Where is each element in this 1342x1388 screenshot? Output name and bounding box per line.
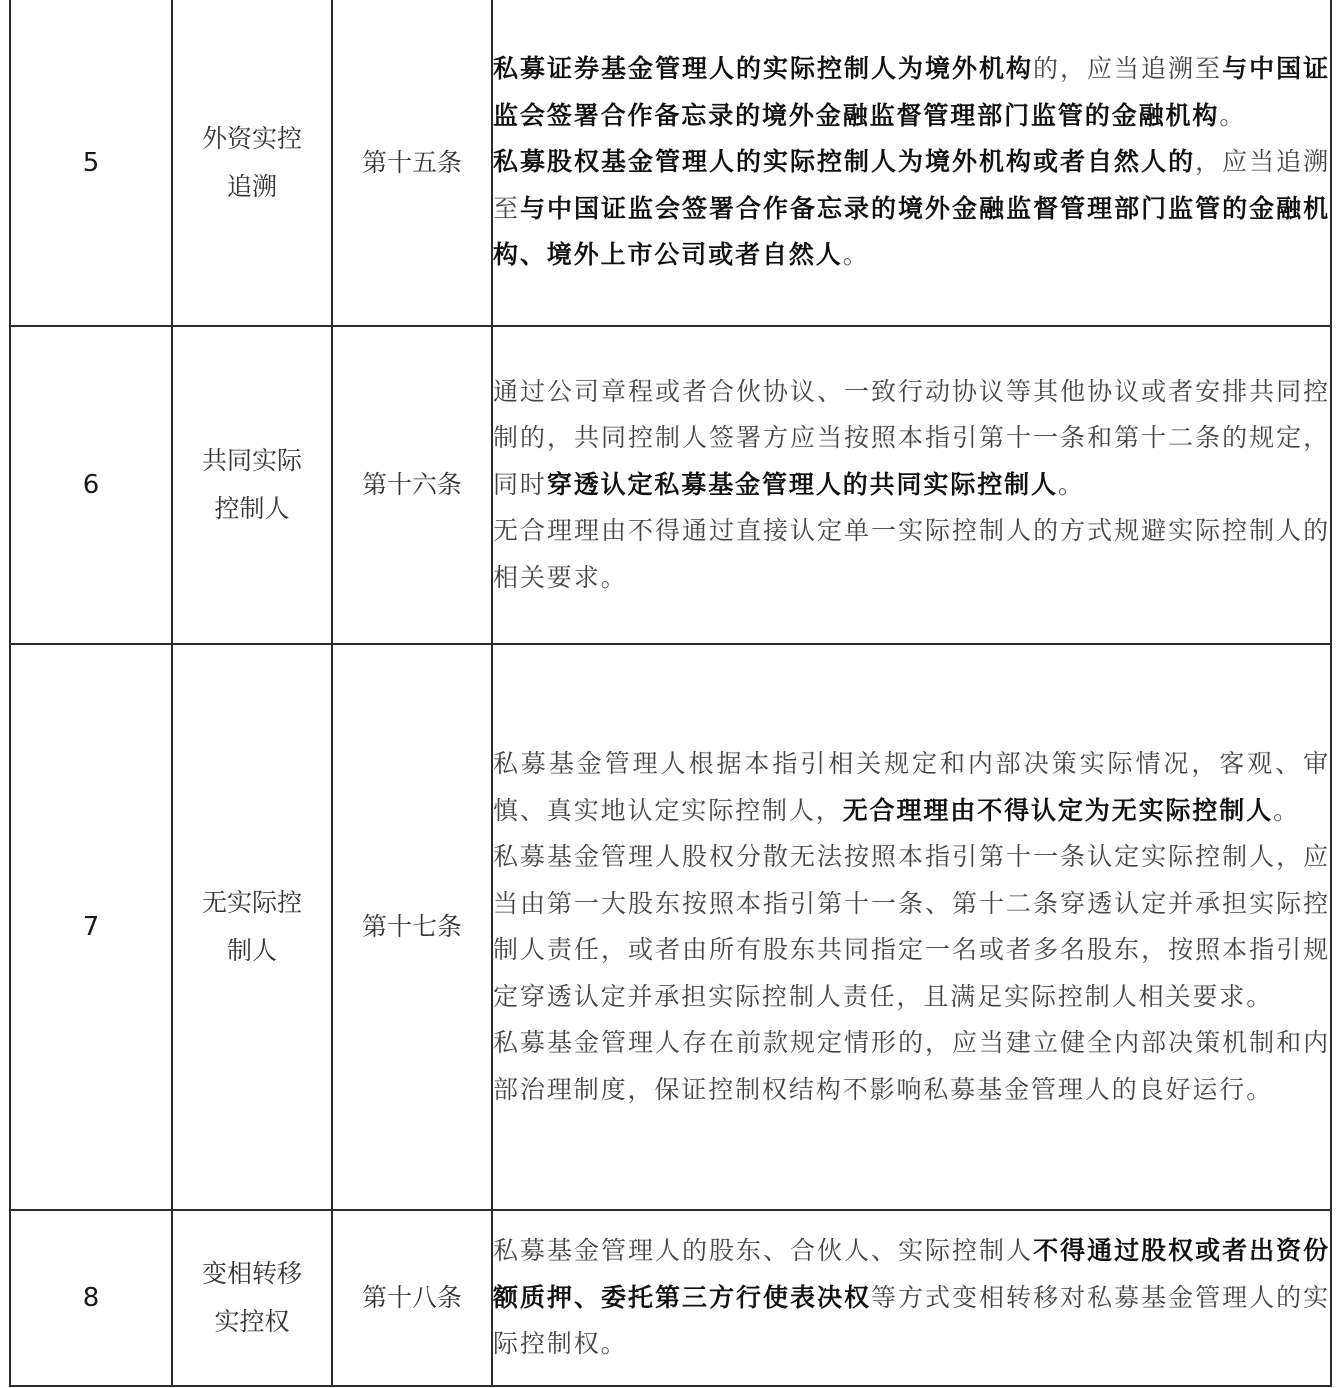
- topic-cell: [172, 0, 332, 326]
- text-run: 。: [1273, 795, 1301, 825]
- text-run: 通过公司章程或者合伙协议、一致行动协议等其他协议或者安排共同控制的，共同控制人签署方应当按照本指引第十一条和第十二条的规定，同时: [493, 376, 1330, 499]
- paragraph: [493, 369, 1330, 509]
- bold-text: 私募股权基金管理人的实际控制人为境外机构或者自然人的: [493, 147, 1196, 177]
- article-cell: 第十八条: [332, 1210, 492, 1386]
- text-run: ，应当追溯至: [493, 147, 1330, 223]
- topic-line: 实控权: [214, 1307, 290, 1336]
- content-cell: [492, 0, 1331, 326]
- article-cell: 第十七条: [332, 644, 492, 1210]
- text-run: 等方式变相转移对私募基金管理人的实际控制权。: [493, 1282, 1330, 1359]
- topic-line: 共同实际: [201, 446, 302, 475]
- topic-line: 追溯: [226, 171, 277, 201]
- row-number: 7: [10, 644, 172, 1210]
- bold-text: 私募证券基金管理人的实际控制人为境外机构: [493, 54, 1034, 84]
- topic-line: 控制人: [214, 494, 290, 523]
- topic-cell: [172, 1210, 332, 1386]
- topic-line: 制人: [226, 936, 277, 965]
- paragraph: [493, 741, 1330, 834]
- text-run: 私募基金管理人股权分散无法按照本指引第十一条认定实际控制人，应当由第一大股东按照本指引第十一条、第十二条穿透认定并承担实际控制人责任，或者由所有股东共同指定一名或者多名股东，按照本指引规定穿透认定并承担实际控制人责任，且满足实际控制人相关要求。: [493, 842, 1330, 1011]
- table-row: [10, 326, 1331, 644]
- text-run: 的，应当追溯至: [1033, 54, 1223, 84]
- content-cell: [492, 326, 1331, 644]
- paragraph: [493, 46, 1330, 139]
- paragraph: [493, 1020, 1330, 1113]
- text-run: 。: [1057, 469, 1085, 499]
- table-row: [10, 0, 1331, 326]
- text-run: 无合理理由不得通过直接认定单一实际控制人的方式规避实际控制人的相关要求。: [493, 516, 1330, 592]
- row-number: 6: [10, 326, 172, 644]
- topic-cell: [172, 644, 332, 1210]
- bold-text: 不得通过股权或者出资份额质押、委托第三方行使表决权: [493, 1236, 1330, 1312]
- content-cell: [492, 644, 1331, 1210]
- article-cell: 第十六条: [332, 326, 492, 644]
- text-run: 。: [1219, 100, 1247, 130]
- row-number: 5: [10, 0, 172, 326]
- topic-line: 外资实控: [201, 123, 302, 153]
- content-cell: [492, 1210, 1331, 1386]
- table-row: [10, 1210, 1331, 1386]
- text-run: 私募基金管理人存在前款规定情形的，应当建立健全内部决策机制和内部治理制度，保证控制权结构不影响私募基金管理人的良好运行。: [493, 1028, 1330, 1104]
- topic-cell: [172, 326, 332, 644]
- bold-text: 穿透认定私募基金管理人的共同实际控制人: [546, 469, 1058, 499]
- bold-text: 与中国证监会签署合作备忘录的境外金融监督管理部门监管的金融机构、境外上市公司或者自然人: [493, 193, 1330, 270]
- paragraph: [493, 139, 1330, 279]
- bold-text: 与中国证监会签署合作备忘录的境外金融监督管理部门监管的金融机构: [493, 54, 1330, 130]
- paragraph: [493, 508, 1330, 601]
- topic-line: 变相转移: [201, 1259, 302, 1288]
- regulation-table: [9, 0, 1332, 1387]
- paragraph: [493, 834, 1330, 1020]
- article-cell: 第十五条: [332, 0, 492, 326]
- bold-text: 无合理理由不得认定为无实际控制人: [842, 795, 1274, 825]
- text-run: 私募基金管理人的股东、合伙人、实际控制人: [493, 1236, 1034, 1266]
- text-run: 私募基金管理人根据本指引相关规定和内部决策实际情况，客观、审慎、真实地认定实际控制人，: [493, 749, 1330, 825]
- row-number: 8: [10, 1210, 172, 1386]
- paragraph: [493, 1228, 1330, 1368]
- table-row: [10, 644, 1331, 1210]
- topic-line: 无实际控: [201, 888, 302, 917]
- text-run: 。: [842, 240, 870, 270]
